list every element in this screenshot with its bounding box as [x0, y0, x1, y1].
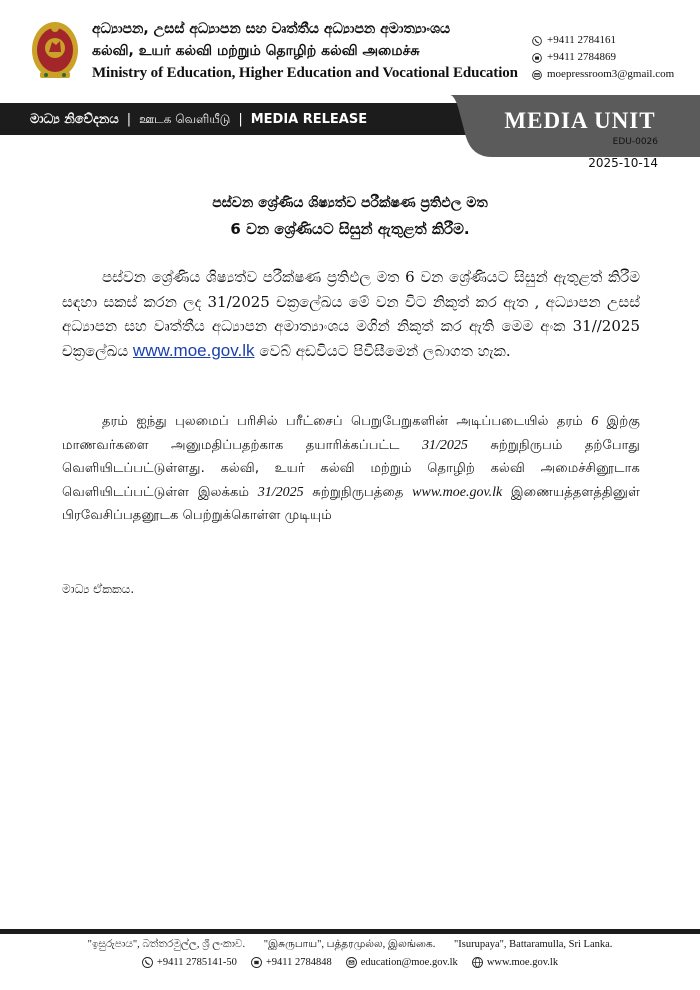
- footer-email: education@moe.gov.lk: [346, 957, 458, 968]
- globe-icon: [472, 957, 483, 968]
- header-phone: +9411 2784161: [532, 32, 674, 49]
- footer-phone: +9411 2785141-50: [142, 957, 237, 968]
- ministry-name-tamil: கல்வி, உயர் கல்வி மற்றும் தொழிற் கல்வி அமைச்சு: [92, 43, 420, 59]
- moe-website-link[interactable]: www.moe.gov.lk: [132, 340, 255, 360]
- title-line-1: පස්වන ශ්‍රේණිය ශිෂ්‍යත්ව පරීක්ෂණ ප්‍රතිඵල මත: [212, 195, 488, 211]
- ministry-name-english: Ministry of Education, Higher Education and Vocational Education: [92, 65, 518, 81]
- email-icon: [532, 70, 542, 80]
- reference-number: EDU-0026: [612, 137, 658, 147]
- moe-website-text: www.moe.gov.lk: [412, 484, 503, 500]
- footer-divider: [0, 929, 700, 934]
- ministry-name-sinhala: අධ්‍යාපන, උසස් අධ්‍යාපන සහ වෘත්තීය අධ්‍යාපන අමාත්‍යාංශය: [92, 21, 451, 37]
- footer-contacts: [0, 957, 700, 968]
- fax-icon: [251, 957, 262, 968]
- header-contacts: [532, 32, 674, 83]
- letterhead: [0, 0, 700, 100]
- phone-icon: [532, 36, 542, 46]
- media-unit-title: MEDIA UNIT: [504, 108, 656, 133]
- header-fax: +9411 2784869: [532, 49, 674, 66]
- title-line-2: 6 වන ශ්‍රේණියට සිසුන් ඇතුළත් කිරීම.: [230, 220, 470, 238]
- phone-icon: [142, 957, 153, 968]
- signature: මාධ්‍ය ඒකකය.: [62, 582, 135, 596]
- paragraph-tamil: தரம் ஐந்து புலமைப் பரிசில் பரீட்சைப் பெறுபேறுகளின் அடிப்படையில் தரம் 6 இற்கு மாணவர்களை அனுமதிப்பதற்காக தயாரிக்கப்பட்ட 31/2025 சுற்றுநிருபம் தற்போது வெளியிடப்பட்டுள்ளது. கல்வி, உயர் கல்வி மற்றும் தொழிற் கல்வி அமைச்சினூடாக வெளியிடப்பட்டுள்ள இலக்கம் 31/2025 சுற்றுநிருபத்தை www.moe.gov.lk இணையத்தளத்தினுள் பிரவேசிப்பதனூடக பெற்றுக்கொள்ள முடியும்: [62, 414, 640, 523]
- release-title: [0, 190, 700, 242]
- footer-web: www.moe.gov.lk: [472, 957, 558, 968]
- header-email: moepressroom3@gmail.com: [532, 66, 674, 83]
- media-release-label: මාධ්‍ය නිවේදනය | ஊடக வெளியீடு | MEDIA RELEASE: [30, 112, 368, 127]
- fax-icon: [532, 53, 542, 63]
- national-emblem-logo: [30, 20, 80, 84]
- email-icon: [346, 957, 357, 968]
- footer-fax: +9411 2784848: [251, 957, 332, 968]
- footer-address: "ඉසුරුපාය", බත්තරමුල්ල, ශ්‍රී ලංකාව. "இசுருபாய", பத்தரமுல்ல, இலங்கை. "Isurupaya", Battaramulla, Sri Lanka.: [87, 939, 613, 950]
- release-date: 2025-10-14: [588, 156, 658, 170]
- paragraph-sinhala: පස්වන ශ්‍රේණිය ශිෂ්‍යත්ව පරීක්ෂණ ප්‍රතිඵල මත 6 වන ශ්‍රේණියට සිසුන් ඇතුළත් කිරීම සඳහා සකස් කරන ලද 31/2025 චක්‍රලේඛය මේ වන විට නිකුත් කර ඇත , අධ්‍යාපන උසස් අධ්‍යාපන සහ වෘත්තීය අධ්‍යාපන අමාත්‍යාංශය මගින් නිකුත් කර ඇති මෙම අංක 31//2025 චක්‍රලේඛය www.moe.gov.lk වෙබ් අඩවියට පිවිසීමෙන් ලබාගත හැක.: [62, 268, 640, 360]
